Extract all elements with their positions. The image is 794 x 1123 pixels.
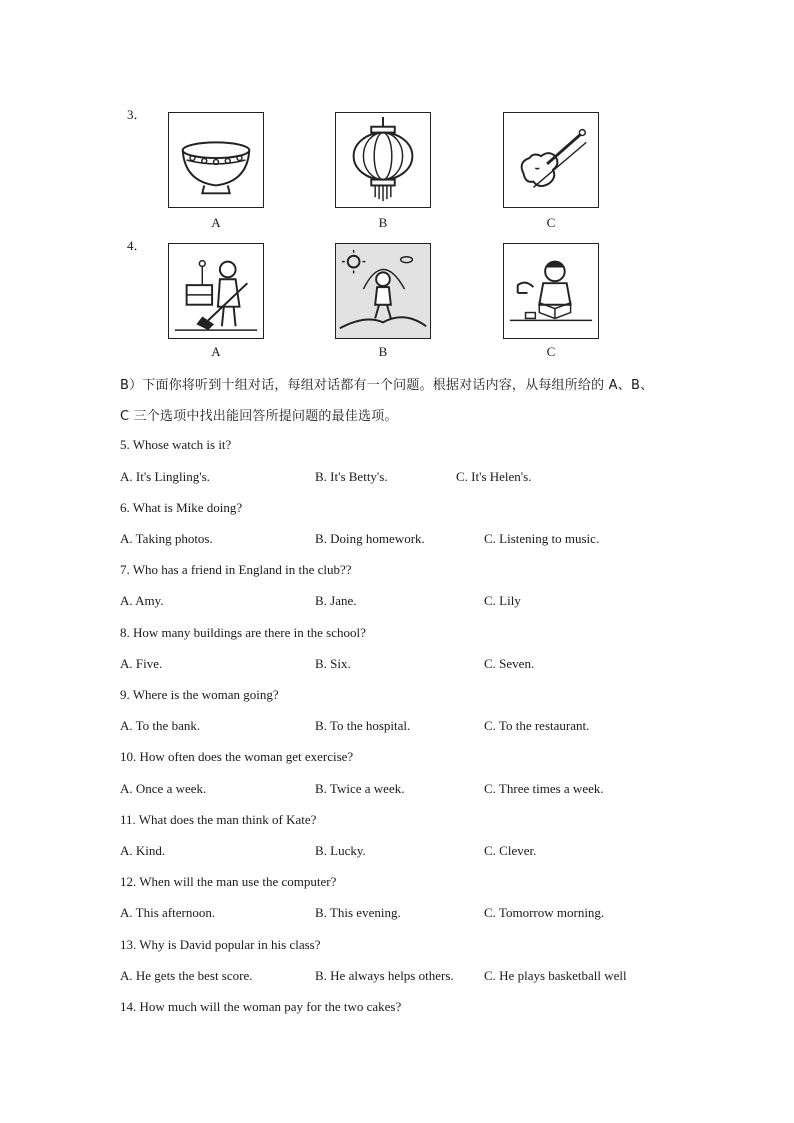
section-instructions-line2: C 三个选项中找出能回答所提问题的最佳选项。 [120, 409, 398, 424]
reading-boy-icon [503, 243, 599, 339]
option-7b[interactable]: B. Jane. [315, 593, 357, 608]
jump-rope-girl-icon [335, 243, 431, 339]
option-12b[interactable]: B. This evening. [315, 905, 401, 920]
option-6c[interactable]: C. Listening to music. [484, 531, 600, 546]
option-label-4a: A [211, 344, 221, 359]
option-5c[interactable]: C. It's Helen's. [456, 469, 532, 484]
option-label-4c: C [546, 344, 556, 359]
option-9c[interactable]: C. To the restaurant. [484, 718, 590, 733]
sweeping-girl-icon [168, 243, 264, 339]
option-label-3c: C [546, 215, 556, 230]
option-11c[interactable]: C. Clever. [484, 843, 537, 858]
option-10b[interactable]: B. Twice a week. [315, 781, 405, 796]
option-8b[interactable]: B. Six. [315, 656, 351, 671]
option-10a[interactable]: A. Once a week. [120, 781, 207, 796]
question-11: 11. What does the man think of Kate? [120, 812, 317, 827]
option-9a[interactable]: A. To the bank. [120, 718, 201, 733]
bowl-icon [168, 112, 264, 208]
question-number-3: 3． [127, 107, 147, 122]
option-6a[interactable]: A. Taking photos. [120, 531, 213, 546]
lantern-icon [335, 112, 431, 208]
option-label-3b: B [378, 215, 388, 230]
question-14: 14. How much will the woman pay for the two cakes? [120, 999, 402, 1014]
option-8a[interactable]: A. Five. [120, 656, 163, 671]
option-13a[interactable]: A. He gets the best score. [120, 968, 253, 983]
section-instructions-line1: B）下面你将听到十组对话，每组对话都有一个问题。根据对话内容，从每组所给的 A、B、 [120, 378, 654, 393]
option-13b[interactable]: B. He always helps others. [315, 968, 454, 983]
question-7: 7. Who has a friend in England in the club?? [120, 562, 352, 577]
question-8: 8. How many buildings are there in the school? [120, 625, 366, 640]
option-7c[interactable]: C. Lily [484, 593, 521, 608]
option-11b[interactable]: B. Lucky. [315, 843, 366, 858]
question-13: 13. Why is David popular in his class? [120, 937, 321, 952]
option-6b[interactable]: B. Doing homework. [315, 531, 425, 546]
option-8c[interactable]: C. Seven. [484, 656, 535, 671]
violin-icon [503, 112, 599, 208]
option-12a[interactable]: A. This afternoon. [120, 905, 216, 920]
question-5: 5. Whose watch is it? [120, 437, 232, 452]
option-7a[interactable]: A. Amy. [120, 593, 164, 608]
option-12c[interactable]: C. Tomorrow morning. [484, 905, 605, 920]
option-5a[interactable]: A. It's Lingling's. [120, 469, 210, 484]
option-label-4b: B [378, 344, 388, 359]
question-10: 10. How often does the woman get exercise? [120, 749, 354, 764]
question-6: 6. What is Mike doing? [120, 500, 243, 515]
question-9: 9. Where is the woman going? [120, 687, 279, 702]
option-13c[interactable]: C. He plays basketball well [484, 968, 627, 983]
question-number-4: 4． [127, 238, 147, 253]
option-11a[interactable]: A. Kind. [120, 843, 166, 858]
option-9b[interactable]: B. To the hospital. [315, 718, 411, 733]
question-12: 12. When will the man use the computer? [120, 874, 337, 889]
option-5b[interactable]: B. It's Betty's. [315, 469, 388, 484]
option-label-3a: A [211, 215, 221, 230]
option-10c[interactable]: C. Three times a week. [484, 781, 604, 796]
